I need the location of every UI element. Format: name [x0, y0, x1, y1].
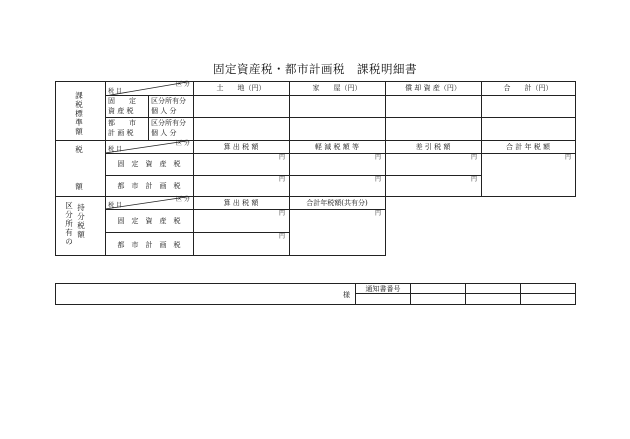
addressee-name-field[interactable] [56, 284, 344, 304]
col-calculated-tax: 算 出 税 額 [223, 199, 259, 207]
shared-label-right: 持 分 税 額 [77, 203, 85, 239]
depreciable-fixed-asset-field[interactable] [386, 96, 481, 117]
yen-label: 円 [374, 154, 381, 161]
col-depreciable: 償 却 資 産（円） [405, 84, 461, 92]
tax-base-label: 課 税 標 準 額 [75, 91, 83, 136]
col-total: 合 計（円） [503, 84, 553, 92]
fixed-asset-calculated-field[interactable] [194, 154, 289, 175]
yen-label: 円 [374, 176, 381, 183]
row-fixed-asset-b: 資 産 税 [108, 107, 134, 115]
city-plan-calculated-field[interactable] [194, 176, 289, 196]
row-city-plan-a: 都 市 [108, 119, 136, 127]
yen-label: 円 [278, 210, 285, 217]
kubun-label: 区 分 [176, 81, 190, 88]
house-city-plan-field[interactable] [290, 118, 385, 140]
shared-fixed-asset-field[interactable] [194, 210, 289, 232]
row-category-shared: 区分所有分 [151, 97, 186, 105]
yen-label: 円 [564, 154, 571, 161]
col-net-tax: 差 引 税 額 [415, 143, 451, 151]
col-shared-annual-total: 合計年税額(共有分) [306, 199, 368, 207]
house-fixed-asset-field[interactable] [290, 96, 385, 117]
row-fixed-asset-tax: 固 定 資 産 税 [117, 217, 181, 225]
kamoku-label: 税 目 [108, 88, 122, 95]
depreciable-city-plan-field[interactable] [386, 118, 481, 140]
tax-amount-label-top: 税 [75, 145, 83, 154]
col-reduction: 軽 減 税 額 等 [315, 143, 359, 151]
city-plan-reduction-field[interactable] [290, 176, 385, 196]
row-category-individual: 個 人 分 [151, 129, 177, 137]
row-city-plan-b: 計 画 税 [108, 129, 134, 137]
notice-number-field-1[interactable] [411, 284, 465, 293]
fixed-asset-net-field[interactable] [386, 154, 481, 175]
total-city-plan-field[interactable] [482, 118, 575, 140]
annual-total-field[interactable] [482, 154, 575, 196]
row-fixed-asset-a: 固 定 [108, 97, 136, 105]
yen-label: 円 [470, 176, 477, 183]
col-house: 家 屋（円） [312, 84, 362, 92]
shared-annual-total-field[interactable] [290, 210, 385, 255]
notice-number-field-2[interactable] [466, 284, 520, 293]
page-title: 固定資産税・都市計画税 課税明細書 [213, 62, 417, 76]
shared-label-left: 区 分 所 有 の [65, 201, 73, 246]
yen-label: 円 [278, 154, 285, 161]
col-calculated-tax: 算 出 税 額 [223, 143, 259, 151]
yen-label: 円 [278, 176, 285, 183]
kubun-label: 区 分 [176, 196, 190, 203]
yen-label: 円 [470, 154, 477, 161]
row-city-plan-tax: 都 市 計 画 税 [117, 241, 181, 249]
notice-number-label: 通知書番号 [365, 285, 401, 293]
row-fixed-asset-tax: 固 定 資 産 税 [117, 160, 181, 168]
row-category-shared: 区分所有分 [151, 119, 186, 127]
row-city-plan-tax: 都 市 計 画 税 [117, 182, 181, 190]
notice-number-field-3[interactable] [521, 284, 575, 293]
land-city-plan-field[interactable] [194, 118, 289, 140]
kubun-label: 区 分 [176, 140, 190, 147]
row-category-individual: 個 人 分 [151, 107, 177, 115]
yen-label: 円 [374, 210, 381, 217]
land-fixed-asset-field[interactable] [194, 96, 289, 117]
total-fixed-asset-field[interactable] [482, 96, 575, 117]
yen-label: 円 [278, 233, 285, 240]
kamoku-label: 税 目 [108, 146, 122, 153]
fixed-asset-reduction-field[interactable] [290, 154, 385, 175]
shared-city-plan-field[interactable] [194, 233, 289, 255]
col-annual-total: 合 計 年 税 額 [506, 143, 550, 151]
kamoku-label: 税 目 [108, 202, 122, 209]
tax-amount-label-bottom: 額 [75, 182, 83, 191]
col-land: 土 地（円） [216, 84, 266, 92]
sama-label: 様 [343, 291, 350, 299]
city-plan-net-field[interactable] [386, 176, 481, 196]
